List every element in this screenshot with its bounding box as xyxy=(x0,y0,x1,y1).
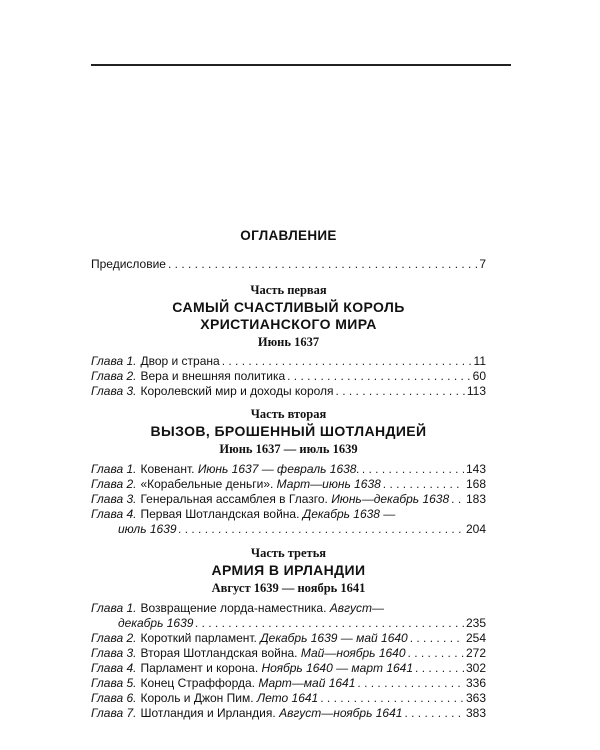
entry-title-text: Первая Шотландская война. xyxy=(140,507,300,521)
part-label: Часть третья xyxy=(250,546,327,560)
entry-dates-cont: июль 1639 xyxy=(118,522,177,536)
toc-entry[interactable] xyxy=(91,506,486,522)
toc-entry[interactable] xyxy=(91,630,486,646)
part-title-line: ВЫЗОВ, БРОШЕННЫЙ ШОТЛАНДИЕЙ xyxy=(150,423,427,439)
page-number: 168 xyxy=(465,477,486,491)
entry-title: Королевский мир и доходы короля xyxy=(140,384,334,398)
toc-entry[interactable] xyxy=(91,675,486,691)
leader-dots xyxy=(383,476,464,492)
chapter-label: Глава 3. xyxy=(91,384,137,398)
page-number: 254 xyxy=(465,631,486,645)
chapter-label: Глава 1. xyxy=(91,601,137,615)
entry-title xyxy=(140,491,449,507)
page-number: 60 xyxy=(472,369,486,383)
page-number: 383 xyxy=(465,706,486,720)
leader-dots xyxy=(287,368,471,384)
page-number: 272 xyxy=(465,646,486,660)
entry-dates-cont: декабрь 1639 xyxy=(118,616,194,630)
part-dates: Июнь 1637 — июль 1639 xyxy=(219,442,358,456)
leader-dots xyxy=(404,705,464,721)
entry-title-text: Короткий парламент. xyxy=(140,631,257,645)
entry-title-text: Парламент и корона. xyxy=(140,661,259,675)
entry-title-text: Король и Джон Пим. xyxy=(140,691,254,705)
entry-dates: Август— xyxy=(329,601,384,615)
page-number: 143 xyxy=(465,462,486,476)
chapter-label: Глава 4. xyxy=(91,507,137,521)
entry-title: Предисловие xyxy=(91,257,166,271)
entry-title xyxy=(140,600,384,616)
entry-title-text: Шотландия и Ирландия. xyxy=(140,706,276,720)
leader-dots xyxy=(168,256,477,272)
toc-entry-continuation[interactable] xyxy=(91,521,486,537)
entry-title: Вера и внешняя политика xyxy=(140,369,286,383)
entry-title xyxy=(140,660,413,676)
entry-dates: Август—ноябрь 1641 xyxy=(279,706,403,720)
leader-dots xyxy=(362,461,464,477)
entry-title-text: «Корабельные деньги». xyxy=(140,477,274,491)
leader-dots xyxy=(451,491,464,507)
chapter-label: Глава 5. xyxy=(91,676,137,690)
entry-dates: Декабрь 1639 — май 1640 xyxy=(260,631,408,645)
toc-entry[interactable] xyxy=(91,645,486,661)
part-label: Часть вторая xyxy=(250,407,327,421)
entry-title-text: Ковенант. xyxy=(140,462,195,476)
entry-title xyxy=(140,675,355,691)
toc-entry[interactable] xyxy=(91,660,486,676)
part-title-line: ХРИСТИАНСКОГО МИРА xyxy=(200,316,377,332)
entry-dates: Март—май 1641 xyxy=(258,676,356,690)
top-rule xyxy=(91,64,511,66)
toc-entry[interactable] xyxy=(91,476,486,492)
entry-dates: Декабрь 1638 — xyxy=(302,507,396,521)
leader-dots xyxy=(357,675,464,691)
leader-dots xyxy=(195,615,464,631)
chapter-label: Глава 3. xyxy=(91,646,137,660)
toc-entry[interactable] xyxy=(91,461,486,477)
chapter-label: Глава 7. xyxy=(91,706,137,720)
toc-entry-continuation[interactable] xyxy=(91,615,486,631)
chapter-label: Глава 4. xyxy=(91,661,137,675)
entry-title xyxy=(140,461,359,477)
toc-entry[interactable] xyxy=(91,600,486,616)
page-number: 204 xyxy=(465,522,486,536)
entry-title: Двор и страна xyxy=(140,354,220,368)
entry-title xyxy=(140,476,380,492)
chapter-label: Глава 3. xyxy=(91,492,137,506)
entry-title xyxy=(140,645,405,661)
part-label: Часть первая xyxy=(250,283,327,297)
entry-title-text: Возвращение лорда-наместника. xyxy=(140,601,327,615)
chapter-label: Глава 1. xyxy=(91,354,137,368)
entry-dates: Ноябрь 1640 — март 1641 xyxy=(261,661,414,675)
page-number: 336 xyxy=(465,676,486,690)
entry-title xyxy=(140,506,395,522)
entry-dates: Июнь 1637 — февраль 1638. xyxy=(197,462,360,476)
leader-dots xyxy=(415,660,464,676)
toc-entry[interactable] xyxy=(91,353,486,369)
part-title-line: САМЫЙ СЧАСТЛИВЫЙ КОРОЛЬ xyxy=(172,299,405,315)
part-title-line: АРМИЯ В ИРЛАНДИИ xyxy=(211,562,366,578)
entry-title-text: Конец Страффорда. xyxy=(140,676,255,690)
toc-heading: ОГЛАВЛЕНИЕ xyxy=(240,228,337,243)
chapter-label: Глава 2. xyxy=(91,477,137,491)
page-number: 113 xyxy=(466,384,486,398)
entry-dates: Май—ноябрь 1640 xyxy=(300,646,406,660)
entry-title xyxy=(140,630,407,646)
chapter-label: Глава 6. xyxy=(91,691,137,705)
toc-entry[interactable] xyxy=(91,491,486,507)
entry-title-text: Генеральная ассамблея в Глазго. xyxy=(140,492,328,506)
part-dates: Август 1639 — ноябрь 1641 xyxy=(211,581,366,595)
chapter-label: Глава 2. xyxy=(91,631,137,645)
leader-dots xyxy=(222,353,472,369)
entry-title xyxy=(140,705,402,721)
leader-dots xyxy=(410,630,464,646)
chapter-label: Глава 2. xyxy=(91,369,137,383)
page-number: 7 xyxy=(479,257,486,271)
leader-dots xyxy=(408,645,464,661)
page-number: 302 xyxy=(465,661,486,675)
toc-entry[interactable] xyxy=(91,690,486,706)
entry-dates: Лето 1641 xyxy=(256,691,319,705)
entry-dates: Июнь—декабрь 1638 xyxy=(331,492,450,506)
leader-dots xyxy=(179,521,464,537)
page-number: 11 xyxy=(473,354,486,368)
toc-entry-preface[interactable] xyxy=(91,256,486,272)
toc-entry[interactable] xyxy=(91,368,486,384)
page-number: 235 xyxy=(465,616,486,630)
toc-entry[interactable] xyxy=(91,383,486,399)
chapter-label: Глава 1. xyxy=(91,462,137,476)
toc-entry[interactable] xyxy=(91,705,486,721)
entry-title-text: Вторая Шотландская война. xyxy=(140,646,298,660)
page-number: 363 xyxy=(465,691,486,705)
page-number: 183 xyxy=(465,492,486,506)
entry-title xyxy=(140,690,318,706)
leader-dots xyxy=(336,383,465,399)
leader-dots xyxy=(320,690,464,706)
entry-dates: Март—июнь 1638 xyxy=(276,477,381,491)
part-dates: Июнь 1637 xyxy=(257,335,320,349)
